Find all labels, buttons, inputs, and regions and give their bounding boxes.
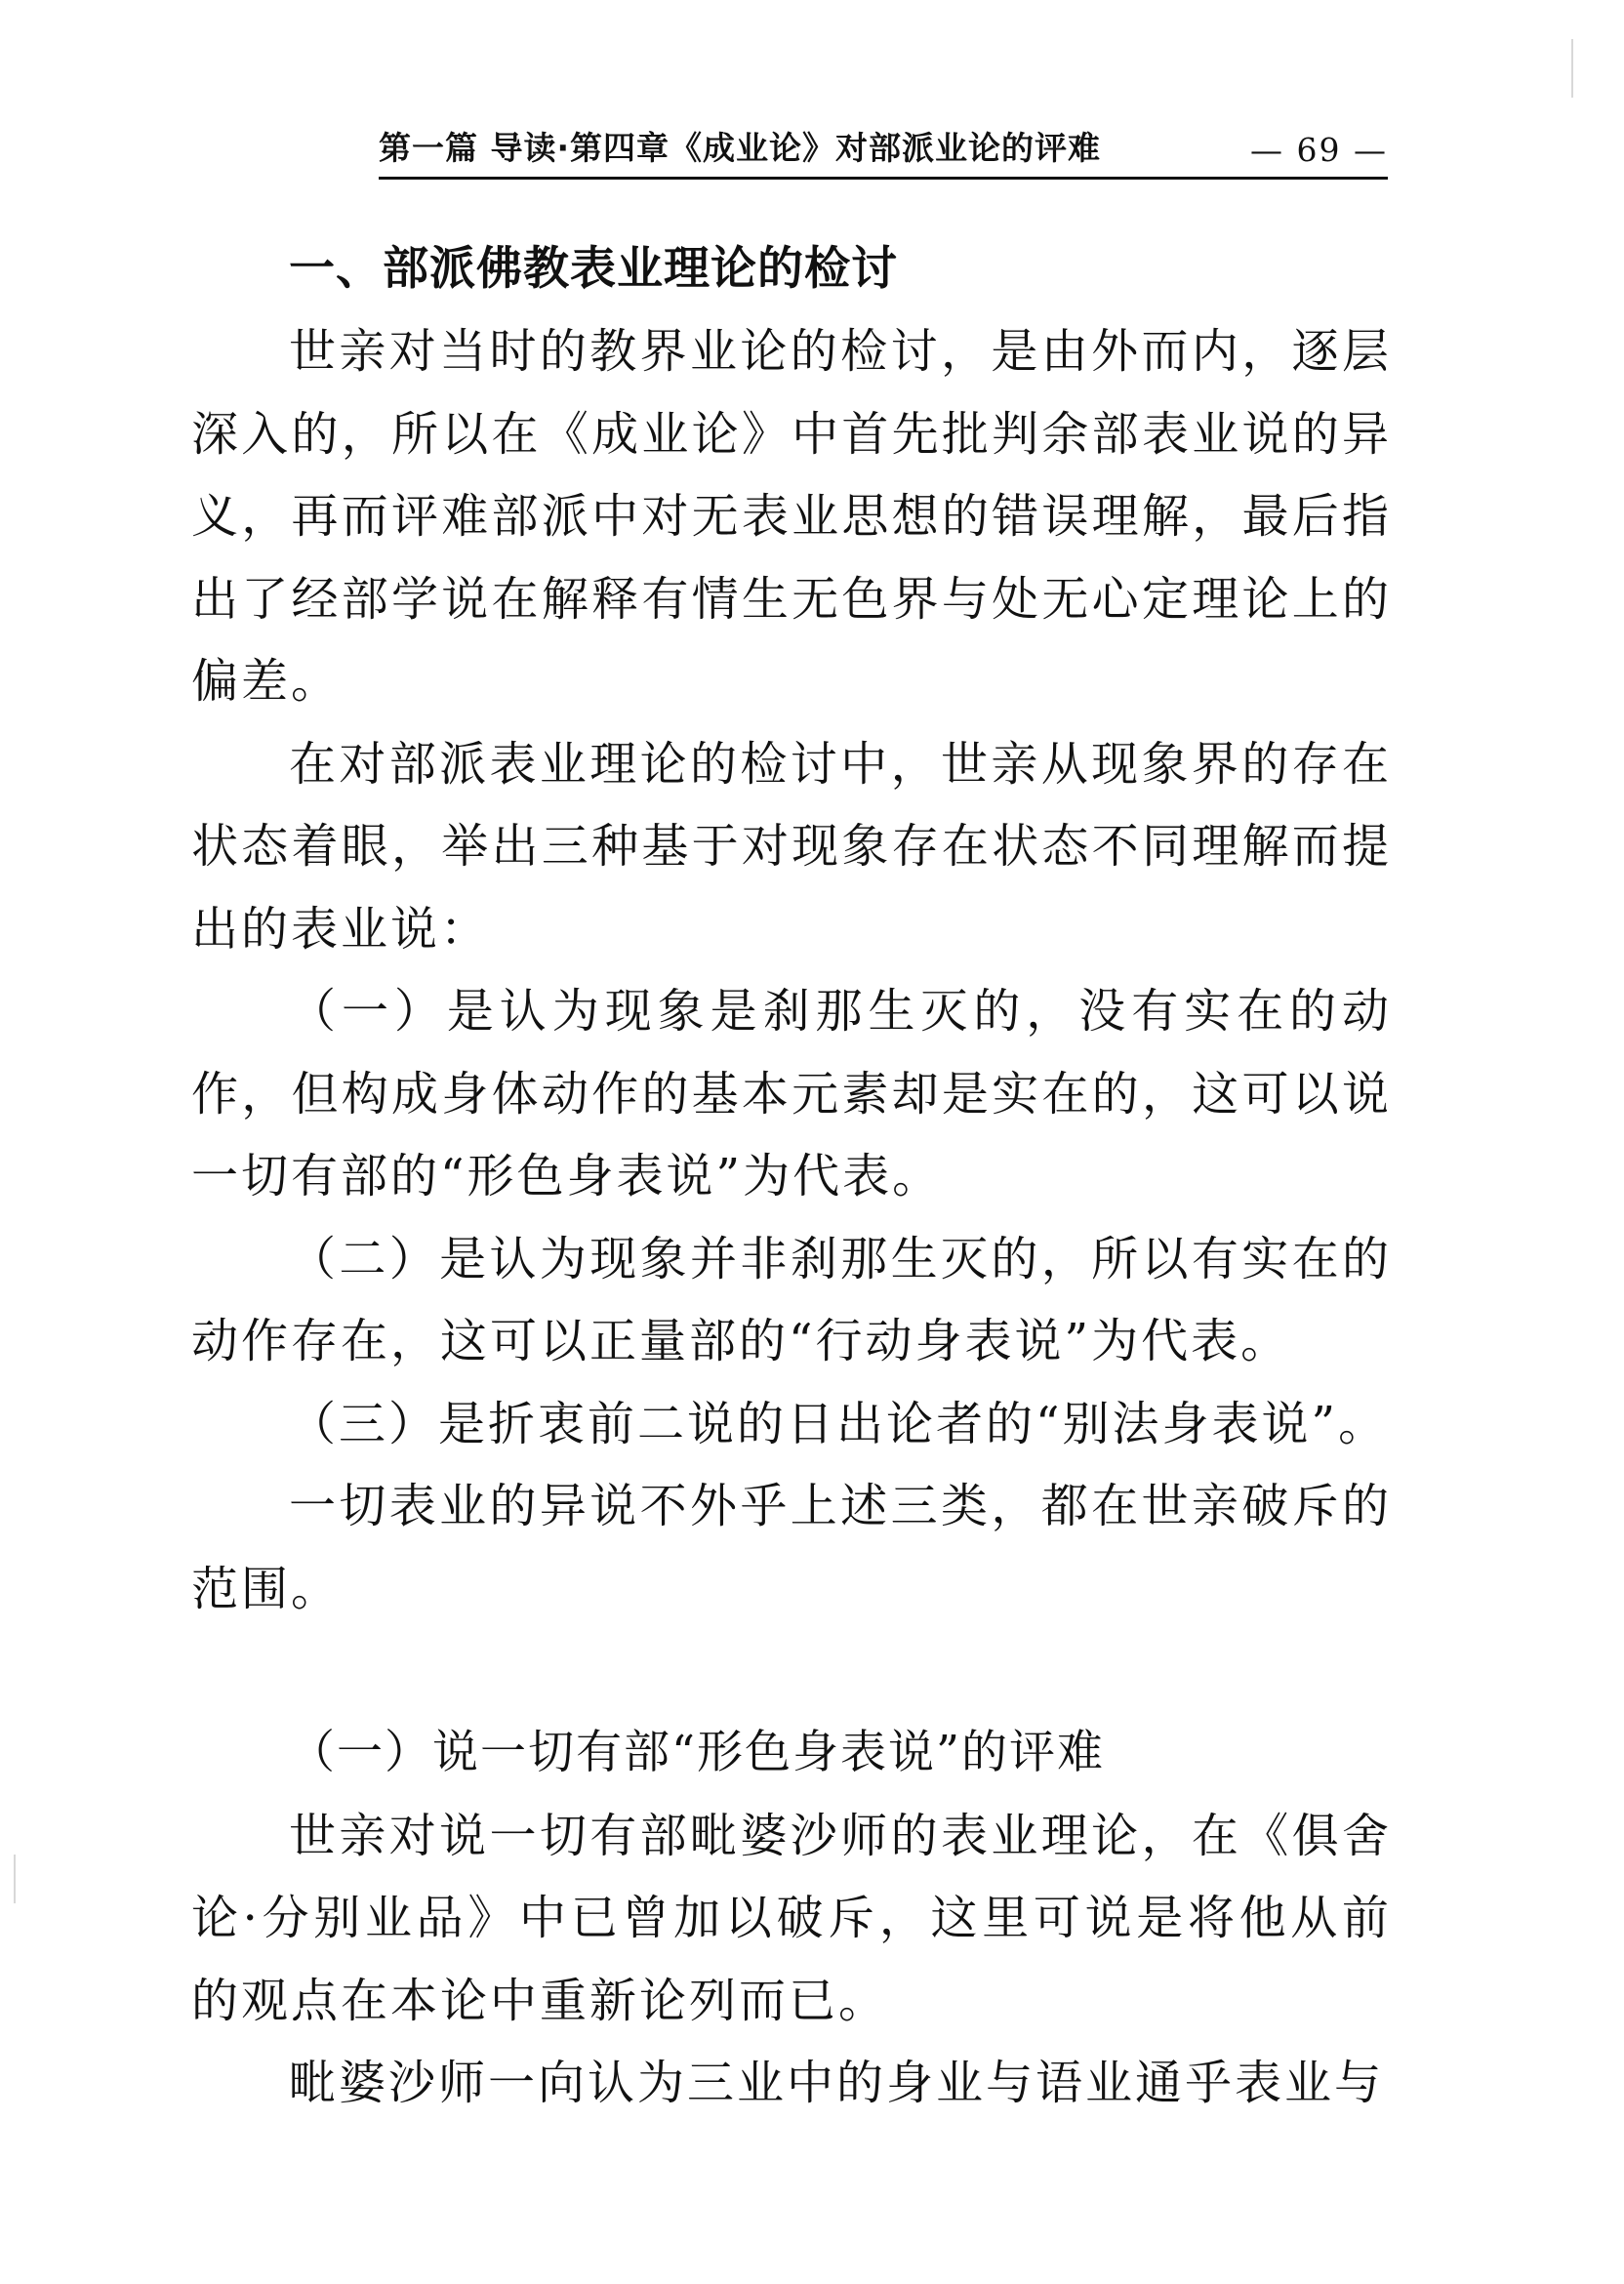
paragraph: （一）是认为现象是刹那生灭的，没有实在的动作，但构成身体动作的基本元素却是实在的，这可以说一切有部的“形色身表说”为代表。 [191, 984, 1392, 1203]
paragraph: 世亲对说一切有部毗婆沙师的表业理论，在《俱舍论·分别业品》中已曾加以破斥，这里可说是将他从前的观点在本论中重新论列而已。 [191, 1808, 1392, 2028]
header-title: 第一篇 导读·第四章《成业论》对部派业论的评难 [379, 129, 1102, 167]
paragraph: 世亲对当时的教界业论的检讨，是由外而内，逐层深入的，所以在《成业论》中首先批判余部表业说的异义，再而评难部派中对无表业思想的错误理解，最后指出了经部学说在解释有情生无色界与处无心定理论上的偏差。 [191, 324, 1392, 709]
paragraph: 一切表业的异说不外乎上述三类，都在世亲破斥的范围。 [191, 1479, 1392, 1616]
page-number: — 69 — [1250, 131, 1388, 169]
subsection-heading: （一）说一切有部“形色身表说”的评难 [289, 1726, 1106, 1779]
running-header [379, 127, 1388, 180]
paragraph: 毗婆沙师一向认为三业中的身业与语业通乎表业与 [289, 2056, 1385, 2110]
section-gap [191, 1630, 1392, 1712]
paragraph: 在对部派表业理论的检讨中，世亲从现象界的存在状态着眼，举出三种基于对现象存在状态不同理解而提出的表业说： [191, 736, 1392, 957]
page-body [191, 232, 1392, 2125]
scan-edge-mark [14, 1855, 16, 1903]
paragraph: （二）是认为现象并非刹那生灭的，所以有实在的动作存在，这可以正量部的“行动身表说”为代表。 [191, 1231, 1392, 1368]
section-heading: 一、部派佛教表业理论的检讨 [289, 242, 898, 296]
paragraph: （三）是折衷前二说的日出论者的“别法身表说”。 [289, 1396, 1389, 1451]
scan-edge-mark [1571, 39, 1573, 98]
